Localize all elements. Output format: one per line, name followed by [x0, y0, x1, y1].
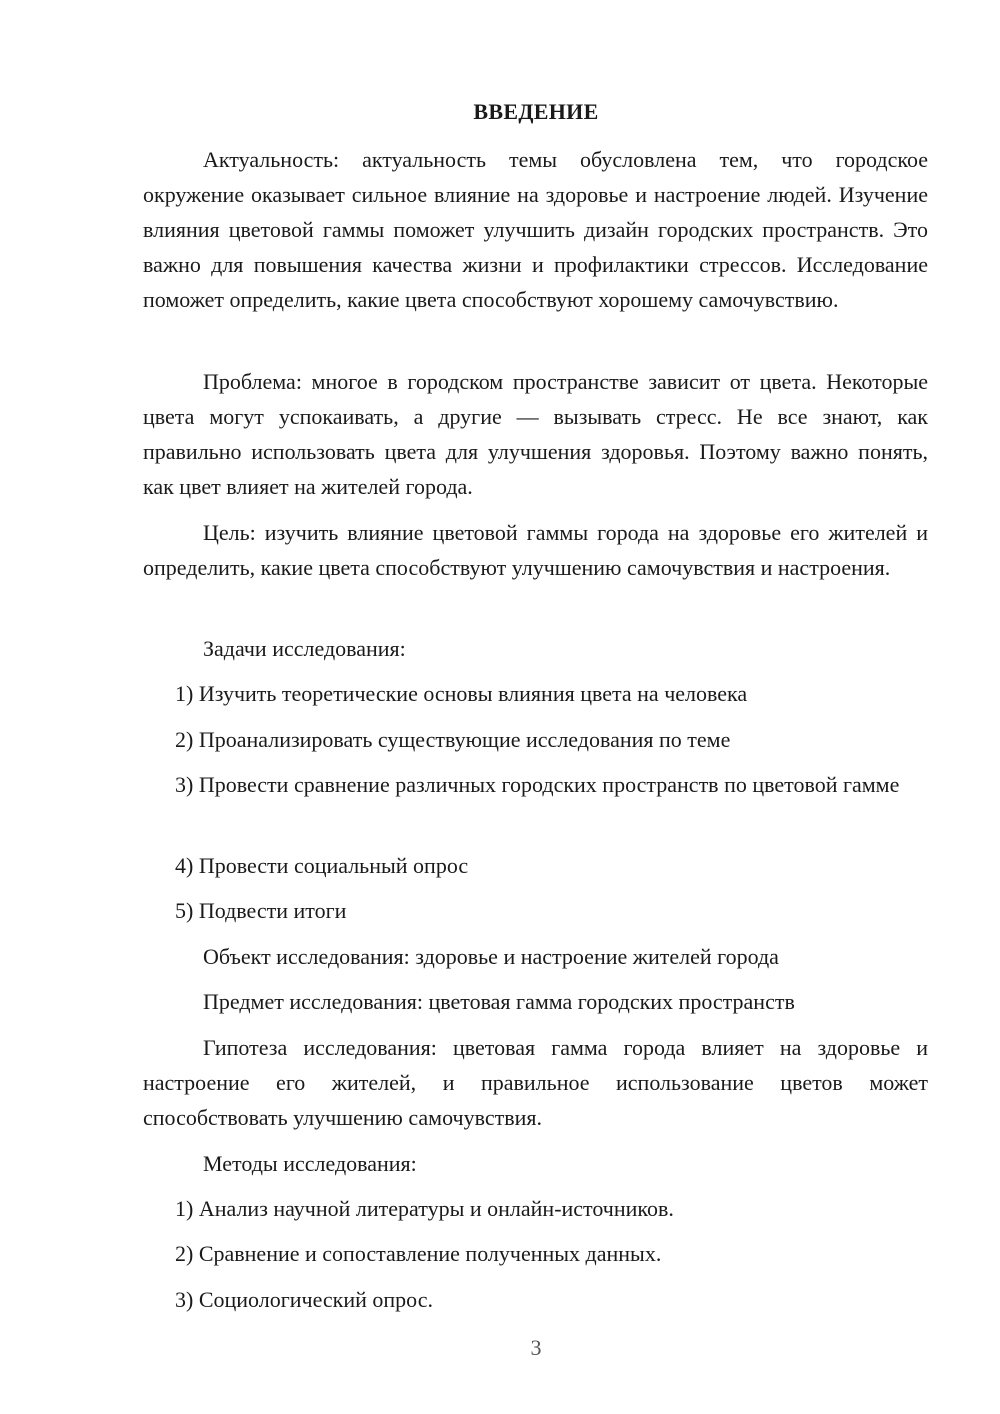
object-paragraph: Объект исследования: здоровье и настроение жителей города — [203, 944, 779, 969]
problem-paragraph: Проблема: многое в городском пространстве зависит от цвета. Некоторые цвета могут успокаивать, а другие — вызывать стресс. Не все знают, как правильно использовать цвета для улучшения здоровья. Поэтому важно понять, как цвет влияет на жителей города. — [143, 369, 928, 499]
method-item-3: 3) Социологический опрос. — [175, 1287, 433, 1312]
section-title: ВВЕДЕНИЕ — [473, 99, 599, 124]
task-item-5: 5) Подвести итоги — [175, 898, 347, 923]
relevance-paragraph: Актуальность: актуальность темы обусловлена тем, что городское окружение оказывает сильное влияние на здоровье и настроение людей. Изучение влияния цветовой гаммы поможет улучшить дизайн городских пространств. Это важно для повышения качества жизни и профилактики стрессов. Исследование поможет определить, какие цвета способствуют хорошему самочувствию. — [143, 147, 928, 312]
task-item-3: 3) Провести сравнение различных городских пространств по цветовой гамме — [175, 772, 900, 797]
hypothesis-paragraph: Гипотеза исследования: цветовая гамма города влияет на здоровье и настроение его жителей, и правильное использование цветов может способствовать улучшению самочувствия. — [143, 1035, 928, 1130]
subject-paragraph: Предмет исследования: цветовая гамма городских пространств — [203, 989, 795, 1014]
task-item-1: 1) Изучить теоретические основы влияния цвета на человека — [175, 681, 748, 706]
goal-paragraph: Цель: изучить влияние цветовой гаммы города на здоровье его жителей и определить, какие цвета способствуют улучшению самочувствия и настроения. — [143, 520, 928, 580]
task-item-4: 4) Провести социальный опрос — [175, 853, 469, 878]
page-number: 3 — [530, 1335, 542, 1360]
method-item-1: 1) Анализ научной литературы и онлайн-источников. — [175, 1196, 674, 1221]
task-item-2: 2) Проанализировать существующие исследования по теме — [175, 727, 731, 752]
method-item-2: 2) Сравнение и сопоставление полученных данных. — [175, 1241, 662, 1266]
tasks-heading: Задачи исследования: — [203, 636, 406, 661]
methods-heading: Методы исследования: — [203, 1151, 417, 1176]
